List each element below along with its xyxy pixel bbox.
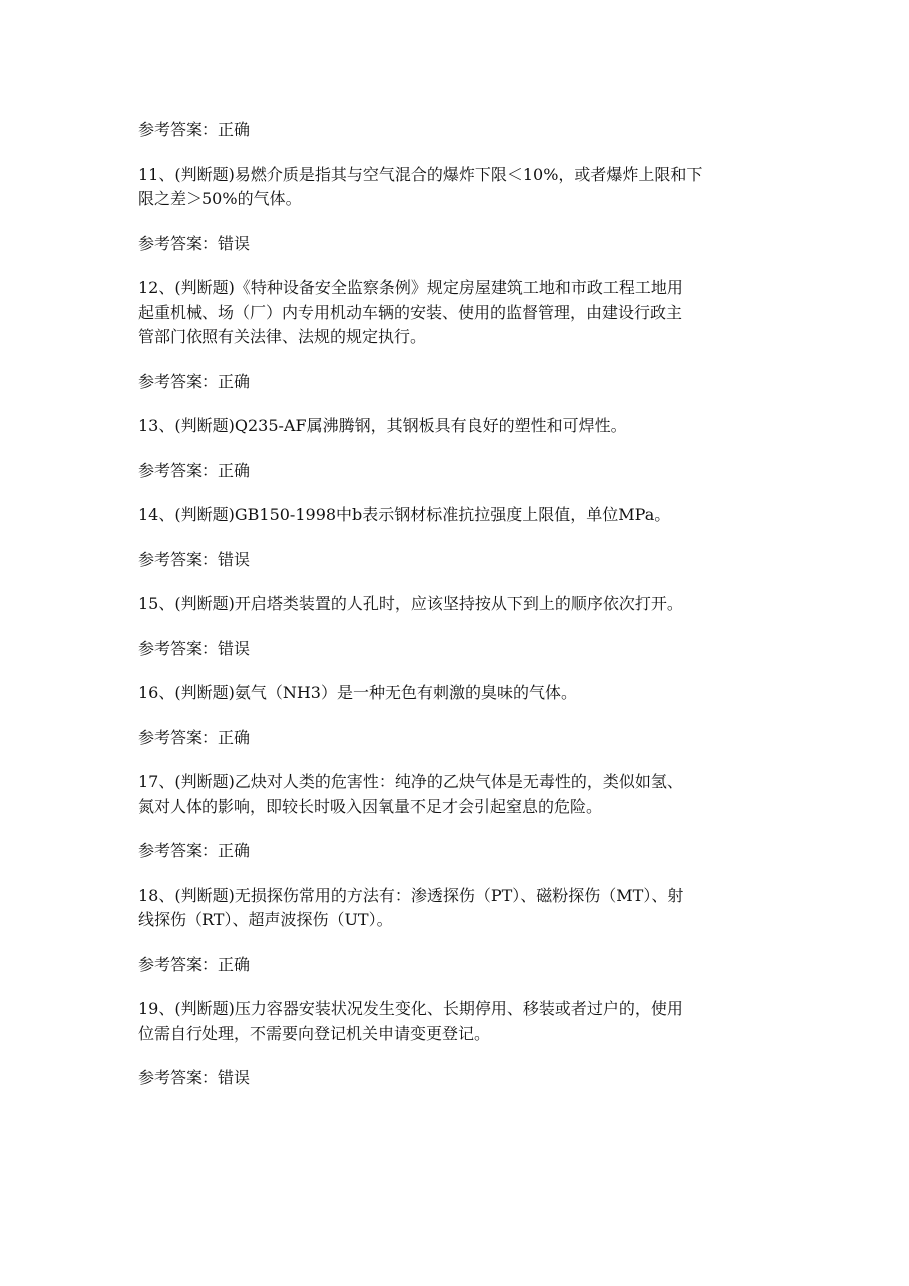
question-17 <box>138 770 778 819</box>
question-line: 18、(判断题)无损探伤常用的方法有：渗透探伤（PT）、磁粉探伤（MT）、射 <box>138 885 684 905</box>
question-line: 起重机械、场（厂）内专用机动车辆的安装、使用的监督管理，由建设行政主 <box>138 302 683 322</box>
answer-line: 参考答案：正确 <box>138 841 251 860</box>
question-line: 14、(判断题)GB150-1998中b表示钢材标准抗拉强度上限值，单位MPa。 <box>138 505 671 524</box>
document-page <box>138 118 778 1111</box>
answer-line: 参考答案：错误 <box>138 1068 251 1087</box>
question-line: 11、(判断题)易燃介质是指其与空气混合的爆炸下限＜10%，或者爆炸上限和下 <box>138 164 703 184</box>
answer-line: 参考答案：错误 <box>138 233 251 253</box>
question-18 <box>138 884 778 933</box>
question-line: 12、(判断题)《特种设备安全监察条例》规定房屋建筑工地和市政工程工地用 <box>138 278 683 297</box>
answer-line: 参考答案：正确 <box>138 120 251 139</box>
question-line: 限之差＞50%的气体。 <box>138 189 302 208</box>
answer-line: 参考答案：正确 <box>138 460 251 480</box>
question-12 <box>138 276 778 350</box>
question-15 <box>138 592 778 617</box>
question-19 <box>138 997 778 1046</box>
question-line: 13、(判断题)Q235-AF属沸腾钢，其钢板具有良好的塑性和可焊性。 <box>138 416 627 435</box>
question-11 <box>138 163 778 212</box>
answer-line: 参考答案：错误 <box>138 549 251 569</box>
question-line: 氮对人体的影响，即较长时吸入因氧量不足才会引起窒息的危险。 <box>138 796 603 816</box>
question-14 <box>138 503 778 528</box>
question-line: 线探伤（RT）、超声波探伤（UT）。 <box>138 910 393 929</box>
answer-line: 参考答案：正确 <box>138 954 251 974</box>
question-line: 16、(判断题)氨气（NH3）是一种无色有刺激的臭味的气体。 <box>138 683 577 702</box>
question-13 <box>138 414 778 439</box>
answer-line: 参考答案：正确 <box>138 727 251 747</box>
question-line: 17、(判断题)乙炔对人类的危害性：纯净的乙炔气体是无毒性的，类似如氢、 <box>138 772 683 791</box>
question-16 <box>138 681 778 706</box>
question-line: 19、(判断题)压力容器安装状况发生变化、长期停用、移装或者过户的，使用 <box>138 999 683 1018</box>
question-line: 15、(判断题)开启塔类装置的人孔时，应该坚持按从下到上的顺序依次打开。 <box>138 594 683 613</box>
answer-line: 参考答案：正确 <box>138 371 251 391</box>
answer-line: 参考答案：错误 <box>138 638 251 658</box>
question-line: 管部门依照有关法律、法规的规定执行。 <box>138 327 427 346</box>
question-line: 位需自行处理，不需要向登记机关申请变更登记。 <box>138 1023 491 1043</box>
